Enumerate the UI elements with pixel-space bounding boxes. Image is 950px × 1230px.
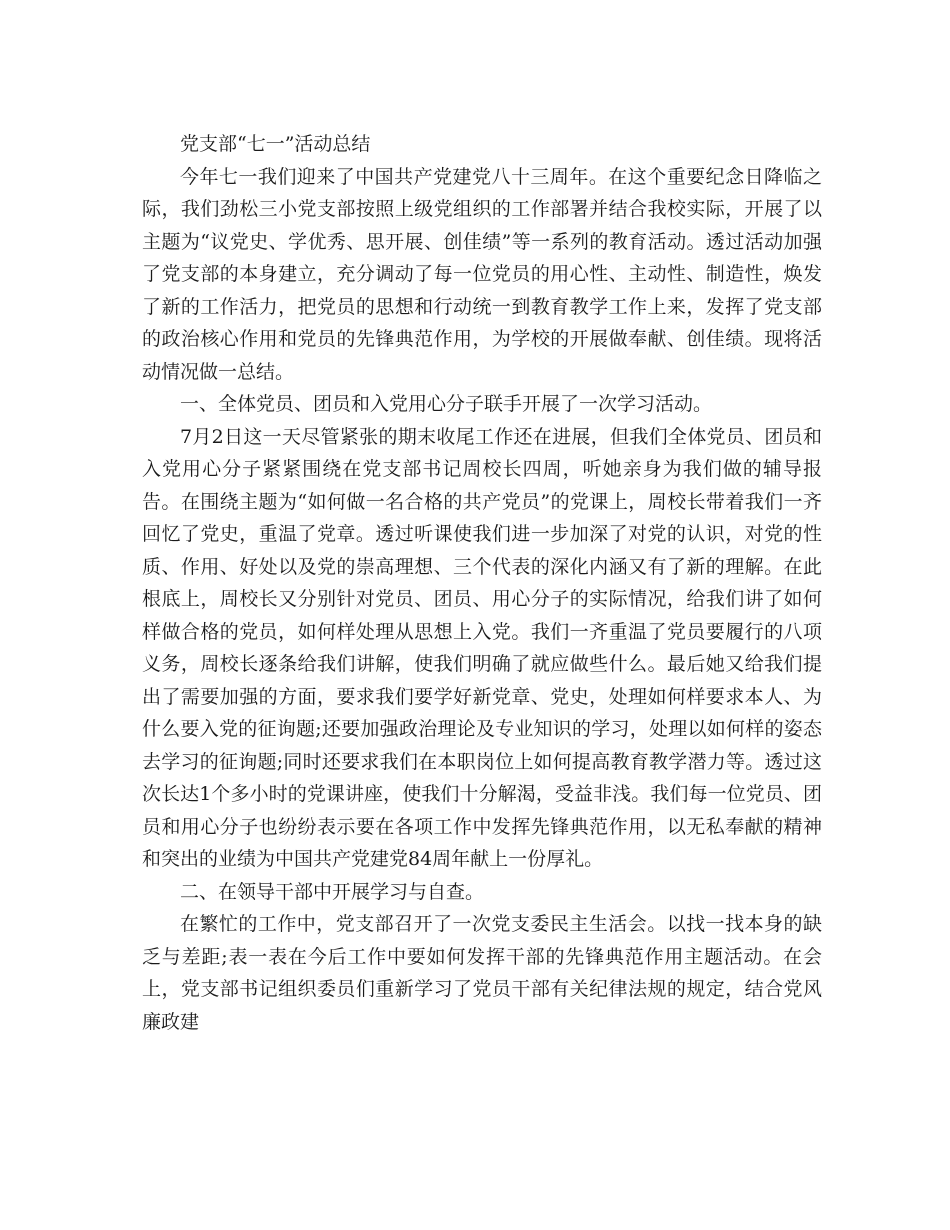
paragraph-section-1: 7月2日这一天尽管紧张的期末收尾工作还在进展，但我们全体党员、团员和入党用心分子紧紧围绕在党支部书记周校长四周，听她亲身为我们做的辅导报告。在围绕主题为“如何做一名合格的共产党员”的党课上，周校长带着我们一齐回忆了党史，重温了党章。透过听课使我们进一步加深了对党的认识，对党的性质、作用、好处以及党的崇高理想、三个代表的深化内涵又有了新的理解。在此根底上，周校长又分别针对党员、团员、用心分子的实际情况，给我们讲了如何样做合格的党员，如何样处理从思想上入党。我们一齐重温了党员要履行的八项义务，周校长逐条给我们讲解，使我们明确了就应做些什么。最后她又给我们提出了需要加强的方面，要求我们要学好新党章、党史，处理如何样要求本人、为什么要入党的征询题;还要加强政治理论及专业知识的学习，处理以如何样的姿态去学习的征询题;同时还要求我们在本职岗位上如何提高教育教学潜力等。透过这次长达1个多小时的党课讲座，使我们十分解渴，受益非浅。我们每一位党员、团员和用心分子也纷纷表示要在各项工作中发挥先锋典范作用，以无私奉献的精神和突出的业绩为中国共产党建党84周年献上一份厚礼。 xyxy=(142,425,822,870)
paragraph-section-2: 在繁忙的工作中，党支部召开了一次党支委民主生活会。以找一找本身的缺乏与差距;表一表在今后工作中要如何发挥干部的先锋典范作用主题活动。在会上，党支部书记组织委员们重新学习了党员干部有关纪律法规的规定，结合党风廉政建 xyxy=(142,913,822,1033)
document-body xyxy=(142,128,822,1038)
paragraph-intro: 今年七一我们迎来了中国共产党建党八十三周年。在这个重要纪念日降临之际，我们劲松三小党支部按照上级党组织的工作部署并结合我校实际，开展了以主题为“议党史、学优秀、思开展、创佳绩”等一系列的教育活动。透过活动加强了党支部的本身建立，充分调动了每一位党员的用心性、主动性、制造性，焕发了新的工作活力，把党员的思想和行动统一到教育教学工作上来，发挥了党支部的政治核心作用和党员的先锋典范作用，为学校的开展做奉献、创佳绩。现将活动情况做一总结。 xyxy=(142,165,822,383)
document-title: 党支部“七一”活动总结 xyxy=(180,133,371,155)
section-heading-1: 一、全体党员、团员和入党用心分子联手开展了一次学习活动。 xyxy=(180,393,713,415)
section-heading-2: 二、在领导干部中开展学习与自查。 xyxy=(180,880,485,903)
